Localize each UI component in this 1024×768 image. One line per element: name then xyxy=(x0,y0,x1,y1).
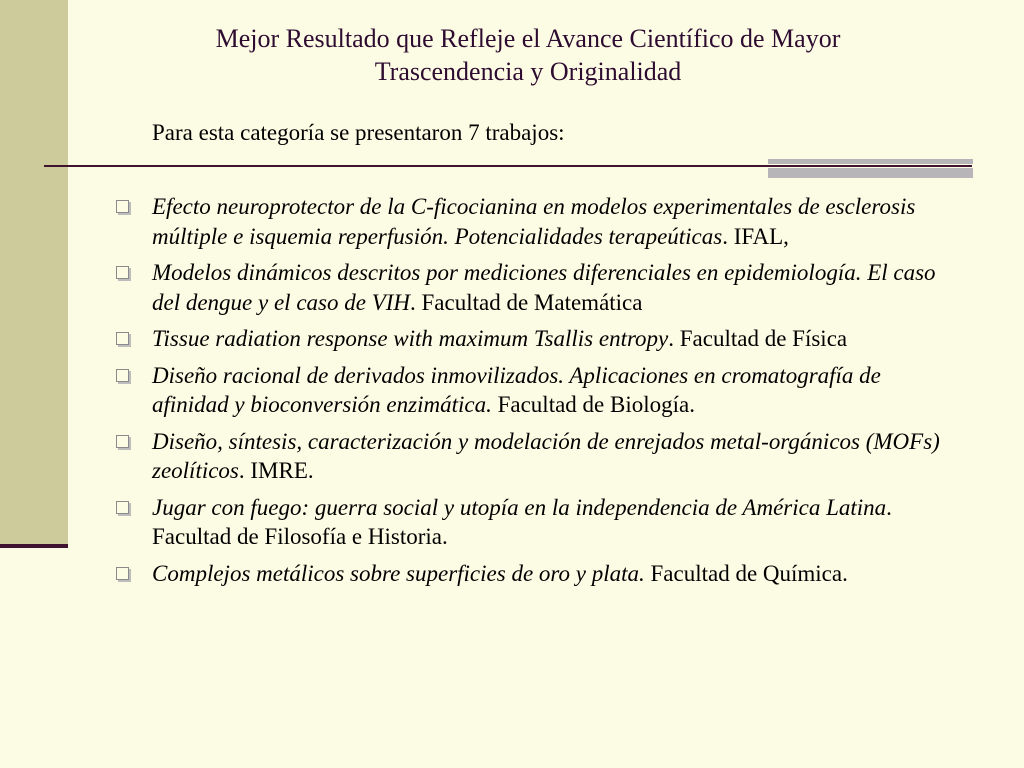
title-line-2: Trascendencia y Originalidad xyxy=(374,57,682,86)
item-title: Efecto neuroprotector de la C-ficocianina en modelos experimentales de esclerosis múltiple e isquemia reperfusión. Potencialidades terapeúticas xyxy=(152,194,916,249)
slide-title xyxy=(100,22,956,88)
item-source: . IFAL, xyxy=(722,223,789,249)
item-title: Tissue radiation response with maximum Tsallis entropy xyxy=(152,326,669,351)
side-underline xyxy=(0,544,68,548)
rule-accent-bottom xyxy=(768,168,973,178)
item-source: . Facultad de Filosofía e Historia. xyxy=(152,494,892,549)
item-source: . IMRE. xyxy=(238,458,314,483)
checkbox-square-icon xyxy=(116,501,129,514)
list-item xyxy=(110,324,960,354)
subtitle: Para esta categoría se presentaron 7 trabajos: xyxy=(152,120,565,145)
rule-accent-top xyxy=(768,159,973,164)
title-line-1: Mejor Resultado que Refleje el Avance Científico de Mayor xyxy=(215,24,841,53)
item-title: Jugar con fuego: guerra social y utopía en la independencia de América Latina xyxy=(152,494,887,520)
list-item xyxy=(110,559,960,589)
list-item xyxy=(110,361,960,420)
checkbox-square-icon xyxy=(116,567,129,580)
work-list xyxy=(110,192,960,595)
item-title: Diseño racional de derivados inmovilizados. Aplicaciones en cromatografía de afinidad y bioconversión enzimática. xyxy=(152,362,881,417)
list-item xyxy=(110,192,960,251)
item-source: . Facultad de Matemática xyxy=(410,289,643,315)
divider-rule xyxy=(44,165,972,167)
checkbox-square-icon xyxy=(116,435,129,448)
checkbox-square-icon xyxy=(116,369,129,382)
side-band xyxy=(0,0,68,544)
item-title: Complejos metálicos sobre superficies de oro y plata. xyxy=(152,560,645,586)
item-title: Modelos dinámicos descritos por mediciones diferenciales en epidemiología. El caso del dengue y el caso de VIH xyxy=(152,260,936,315)
checkbox-square-icon xyxy=(116,200,129,213)
item-source: Facultad de Química. xyxy=(644,560,848,586)
checkbox-square-icon xyxy=(116,332,129,345)
checkbox-square-icon xyxy=(116,266,129,279)
list-item xyxy=(110,258,960,317)
item-title: Diseño, síntesis, caracterización y modelación de enrejados metal-orgánicos (MOFs) zeolíticos xyxy=(152,428,940,483)
item-source: Facultad de Biología. xyxy=(491,392,695,417)
list-item xyxy=(110,493,960,552)
list-item xyxy=(110,427,960,486)
item-source: . Facultad de Física xyxy=(668,326,848,351)
